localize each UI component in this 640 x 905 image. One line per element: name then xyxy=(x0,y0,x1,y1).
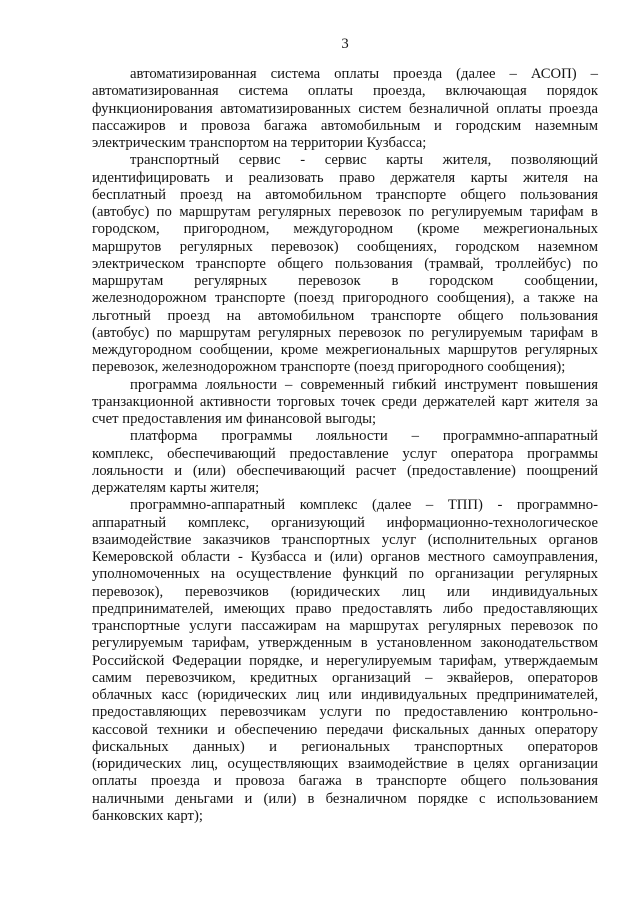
text-line: самим перевозчиком, кредитных организаций – эквайеров, операторов xyxy=(92,669,598,686)
text-line: автоматизированная система оплаты проезда (далее – АСОП) – xyxy=(130,66,598,82)
text-line: функционирования автоматизированных систем безналичной оплаты проезда xyxy=(92,100,598,117)
text-line: (автобус) по маршрутам регулярных перевозок по регулируемым тарифам в xyxy=(92,204,598,220)
text-line: уполномоченных на осуществление функций по организации регулярных xyxy=(92,566,598,583)
text-line: оплаты проезда и провоза багажа в транспорте общего пользования xyxy=(92,773,598,790)
text-line: взаимодействие заказчиков транспортных услуг (исполнительных органов xyxy=(92,531,598,548)
paragraph-loyalty-program-definition xyxy=(92,377,598,429)
text-line: облачных касс (юридических лиц или индивидуальных предпринимателей, xyxy=(92,687,598,703)
text-line: льготный проезд на автомобильном транспорте общего пользования xyxy=(92,307,598,324)
text-line: электрическим транспортом на территории Кузбасса; xyxy=(92,135,427,151)
text-line: транспортный сервис - сервис карты жителя, позволяющий xyxy=(130,152,598,169)
text-line: железнодорожном транспорте (поезд пригородного сообщения), а также на xyxy=(92,290,598,307)
text-line: счет предоставления им финансовой выгоды; xyxy=(92,411,377,427)
text-line: перевозок), перевозчиков (юридических лиц или индивидуальных xyxy=(92,583,598,600)
text-line: регулируемым тарифам, утвержденным в установленном законодательством xyxy=(92,635,598,652)
text-line: транспортные услуги пассажирам на маршрутах регулярных перевозок по xyxy=(92,618,598,634)
text-line: лояльности и (или) обеспечивающий расчет (предоставление) поощрений xyxy=(92,462,598,479)
text-line: банковских карт); xyxy=(92,807,203,824)
text-line: держателям карты жителя; xyxy=(92,480,260,496)
text-line: комплекс, обеспечивающий предоставление услуг оператора программы xyxy=(92,445,598,462)
paragraph-tpp-definition xyxy=(92,497,598,825)
text-line: кассовой техники и обеспечению передачи фискальных данных оператору xyxy=(92,721,598,738)
text-line: программно-аппаратный комплекс (далее – ТПП) - программно- xyxy=(130,497,598,514)
text-line: Кемеровской области - Кузбасса и (или) органов местного самоуправления, xyxy=(92,549,598,565)
text-line: автоматизированная система оплаты проезда, включающая порядок xyxy=(92,83,598,100)
text-line: пассажиров и провоза багажа автомобильным и городским наземным xyxy=(92,117,598,134)
text-line: платформа программы лояльности – программно-аппаратный xyxy=(130,428,598,445)
text-line: электрическом транспорте общего пользования (трамвай, троллейбус) по xyxy=(92,255,598,272)
text-line: программа лояльности – современный гибкий инструмент повышения xyxy=(130,376,598,393)
page-number: 3 xyxy=(341,36,349,52)
text-line: (автобус) по маршрутам регулярных перевозок по регулируемым тарифам в xyxy=(92,324,598,341)
text-line: (юридических лиц, осуществляющих взаимодействие в целях организации xyxy=(92,756,598,772)
text-line: маршрутов регулярных перевозок) сообщениях, городском наземном xyxy=(92,238,598,255)
text-line: городском, пригородном, междугородном (кроме межрегиональных xyxy=(92,221,598,238)
document-body xyxy=(92,66,598,825)
paragraph-asop-definition xyxy=(92,66,598,152)
text-line: транзакционной активности торговых точек среди держателей карт жителя за xyxy=(92,393,598,410)
text-line: маршрутам регулярных перевозок в городском сообщении, xyxy=(92,273,598,289)
text-line: аппаратный комплекс, организующий информационно-технологическое xyxy=(92,514,598,531)
text-line: идентифицировать и реализовать право держателя карты жителя на xyxy=(92,169,598,186)
text-line: предоставляющих перевозчикам услуги по предоставлению контрольно- xyxy=(92,704,598,721)
text-line: фискальных данных) и региональных транспортных операторов xyxy=(92,738,598,755)
text-line: междугородном сообщении, кроме межрегиональных маршрутов регулярных xyxy=(92,342,598,358)
paragraph-loyalty-platform-definition xyxy=(92,428,598,497)
text-line: перевозок, железнодорожном транспорте (поезд пригородного сообщения); xyxy=(92,359,566,376)
text-line: наличными деньгами и (или) в безналичном порядке с использованием xyxy=(92,790,598,807)
paragraph-transport-service-definition xyxy=(92,152,598,376)
text-line: предпринимателей, имеющих право предоставлять либо предоставляющих xyxy=(92,600,598,617)
text-line: Российской Федерации порядке, и нерегулируемым тарифам, утверждаемым xyxy=(92,652,598,669)
text-line: бесплатный проезд на автомобильном транспорте общего пользования xyxy=(92,186,598,203)
